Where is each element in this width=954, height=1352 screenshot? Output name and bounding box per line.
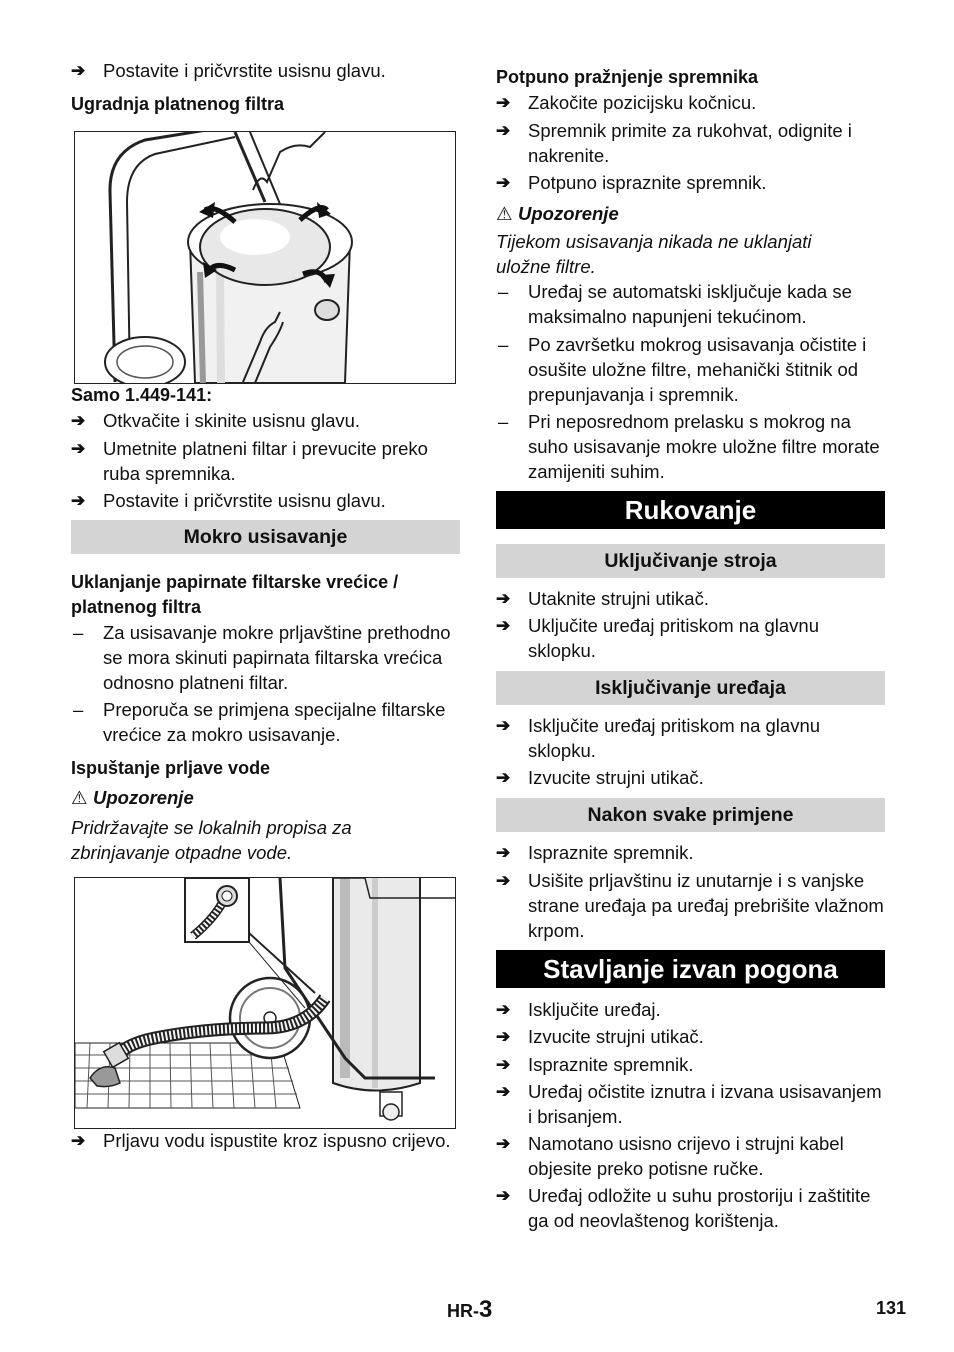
right-arrow-icon: ➔ bbox=[496, 616, 511, 635]
dash-bullet: – bbox=[73, 622, 84, 643]
step-item: ➔ Uključite uređaj pritiskom na glavnu sklopku. bbox=[496, 615, 819, 661]
section-bar-switch-on: Uključivanje stroja bbox=[496, 544, 885, 578]
right-arrow-icon: ➔ bbox=[496, 121, 511, 140]
note-item: – Uređaj se automatski isključuje kada se maksimalno napunjeni tekućinom. bbox=[498, 281, 852, 327]
right-arrow-icon: ➔ bbox=[496, 716, 511, 735]
step-item: ➔ Utaknite strujni utikač. bbox=[496, 588, 709, 609]
right-arrow-icon: ➔ bbox=[496, 1082, 511, 1101]
step-item: ➔ Potpuno ispraznite spremnik. bbox=[496, 172, 767, 193]
right-arrow-icon: ➔ bbox=[496, 843, 511, 862]
right-arrow-icon: ➔ bbox=[71, 439, 86, 458]
right-arrow-icon: ➔ bbox=[496, 1134, 511, 1153]
step-item: ➔ Ispraznite spremnik. bbox=[496, 842, 694, 863]
step-item: ➔ Namotano usisno crijevo i strujni kabel objesite preko potisne ručke. bbox=[496, 1133, 844, 1179]
note-item: – Preporuča se primjena specijalne filtarske vrećice za mokro usisavanje. bbox=[73, 699, 446, 745]
step-item: ➔ Usišite prljavštinu iz unutarnje i s vanjske strane uređaja pa uređaj prebrišite vlažnom krpom. bbox=[496, 870, 884, 941]
step-item: ➔ Postavite i pričvrstite usisnu glavu. bbox=[71, 490, 386, 511]
right-arrow-icon: ➔ bbox=[71, 491, 86, 510]
right-arrow-icon: ➔ bbox=[496, 173, 511, 192]
fabric-filter-illustration bbox=[74, 131, 456, 384]
step-item: ➔ Isključite uređaj pritiskom na glavnu sklopku. bbox=[496, 715, 821, 761]
right-arrow-icon: ➔ bbox=[496, 1000, 511, 1019]
note-item: – Za usisavanje mokre prljavštine prethodno se mora skinuti papirnata filtarska vrećica odnosno platneni filtar. bbox=[73, 622, 451, 693]
section-heading: Potpuno pražnjenje spremnika bbox=[496, 67, 759, 87]
dash-bullet: – bbox=[498, 411, 509, 432]
step-item: ➔ Umetnite platneni filtar i prevucite preko ruba spremnika. bbox=[71, 438, 428, 484]
step-item: ➔ Uređaj očistite iznutra i izvana usisavanjem i brisanjem. bbox=[496, 1081, 882, 1127]
dash-bullet: – bbox=[498, 281, 509, 302]
footer-section-label: HR-3 bbox=[447, 1296, 493, 1323]
drain-hose-illustration bbox=[74, 877, 456, 1129]
step-item: ➔ Prljavu vodu ispustite kroz ispusno crijevo. bbox=[71, 1130, 451, 1151]
step-item: ➔ Izvucite strujni utikač. bbox=[496, 767, 704, 788]
step-item: ➔ Uređaj odložite u suhu prostoriju i zaštitite ga od neovlaštenog korištenja. bbox=[496, 1185, 871, 1231]
note-item: – Pri neposrednom prelasku s mokrog na suho usisavanje mokre uložne filtre morate zamijeniti suhim. bbox=[498, 411, 880, 482]
warning-label: ⚠ Upozorenje bbox=[71, 787, 194, 808]
right-arrow-icon: ➔ bbox=[496, 1027, 511, 1046]
step-item: ➔ Isključite uređaj. bbox=[496, 999, 661, 1020]
section-bar-wet-vacuuming: Mokro usisavanje bbox=[71, 520, 460, 554]
dash-bullet: – bbox=[73, 699, 84, 720]
section-heading: Uklanjanje papirnate filtarske vrećice / platnenog filtra bbox=[71, 572, 399, 617]
section-bar-after-use: Nakon svake primjene bbox=[496, 798, 885, 832]
step-item: ➔ Izvucite strujni utikač. bbox=[496, 1026, 704, 1047]
model-note: Samo 1.449-141: bbox=[71, 385, 213, 405]
warning-text: Tijekom usisavanja nikada ne uklanjati uložne filtre. bbox=[496, 231, 812, 277]
warning-triangle-icon: ⚠ bbox=[71, 787, 88, 808]
right-arrow-icon: ➔ bbox=[71, 1131, 86, 1150]
right-arrow-icon: ➔ bbox=[71, 61, 86, 80]
dash-bullet: – bbox=[498, 334, 509, 355]
section-bar-switch-off: Isključivanje uređaja bbox=[496, 671, 885, 705]
right-arrow-icon: ➔ bbox=[71, 411, 86, 430]
right-arrow-icon: ➔ bbox=[496, 93, 511, 112]
step-item: ➔ Ispraznite spremnik. bbox=[496, 1054, 694, 1075]
page-number: 131 bbox=[876, 1298, 907, 1318]
right-arrow-icon: ➔ bbox=[496, 871, 511, 890]
section-heading: Ugradnja platnenog filtra bbox=[71, 94, 285, 114]
step-item: ➔ Zakočite pozicijsku kočnicu. bbox=[496, 92, 757, 113]
right-arrow-icon: ➔ bbox=[496, 1055, 511, 1074]
step-item: ➔ Otkvačite i skinite usisnu glavu. bbox=[71, 410, 361, 431]
warning-label: ⚠ Upozorenje bbox=[496, 203, 619, 224]
right-arrow-icon: ➔ bbox=[496, 768, 511, 787]
chapter-bar-decommission: Stavljanje izvan pogona bbox=[496, 950, 885, 988]
chapter-bar-handling: Rukovanje bbox=[496, 491, 885, 529]
step-item: ➔ Postavite i pričvrstite usisnu glavu. bbox=[71, 60, 386, 81]
right-arrow-icon: ➔ bbox=[496, 589, 511, 608]
note-item: – Po završetku mokrog usisavanja očistite i osušite uložne filtre, mehanički štitnik od prepunjavanja i spremnik. bbox=[498, 334, 867, 405]
warning-text: Pridržavajte se lokalnih propisa za zbrinjavanje otpadne vode. bbox=[71, 817, 352, 863]
right-arrow-icon: ➔ bbox=[496, 1186, 511, 1205]
section-heading: Ispuštanje prljave vode bbox=[71, 758, 271, 778]
warning-triangle-icon: ⚠ bbox=[496, 203, 513, 224]
step-item: ➔ Spremnik primite za rukohvat, odignite i nakrenite. bbox=[496, 120, 852, 166]
